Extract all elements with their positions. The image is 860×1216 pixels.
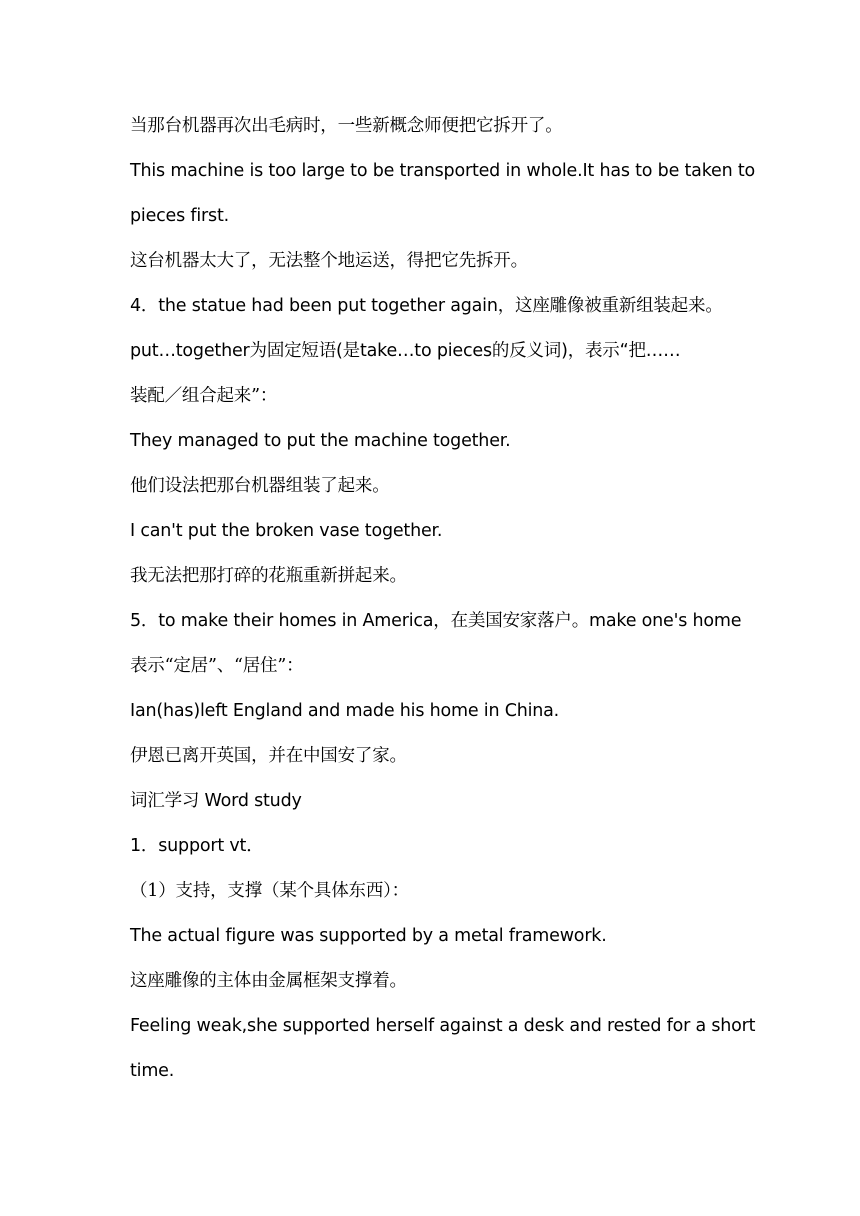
text-line-19: The actual figure was supported by a metal framework. (130, 926, 607, 946)
text-line-4: 这台机器太大了，无法整个地运送，得把它先拆开。 (130, 251, 528, 271)
text-line-1: 当那台机器再次出毛病时，一些新概念师便把它拆开了。 (130, 116, 563, 136)
text-line-3: pieces first. (130, 206, 229, 226)
text-line-21: Feeling weak,she supported herself against a desk and rested for a short (130, 1016, 756, 1036)
document-body (130, 104, 756, 1094)
text-line-15: 伊恩已离开英国，并在中国安了家。 (130, 746, 407, 766)
text-line-14: Ian(has)left England and made his home in China. (130, 701, 560, 721)
text-line-6: put…together为固定短语(是take…to pieces的反义词)，表示“把…… (130, 341, 681, 361)
text-line-10: I can't put the broken vase together. (130, 521, 443, 541)
section-heading-word-study: 词汇学习 Word study (130, 791, 302, 811)
text-line-5: 4．the statue had been put together again，这座雕像被重新组装起来。 (130, 296, 723, 316)
text-line-7: 装配／组合起来”： (130, 386, 278, 406)
text-line-20: 这座雕像的主体由金属框架支撑着。 (130, 971, 407, 991)
text-line-12: 5．to make their homes in America，在美国安家落户。make one's home (130, 611, 742, 631)
text-line-9: 他们设法把那台机器组装了起来。 (130, 476, 390, 496)
text-line-17: 1．support vt． (130, 836, 264, 856)
text-line-22: time. (130, 1061, 175, 1081)
text-line-11: 我无法把那打碎的花瓶重新拼起来。 (130, 566, 407, 586)
text-line-2: This machine is too large to be transported in whole.It has to be taken to (130, 161, 756, 181)
text-line-8: They managed to put the machine together. (130, 431, 511, 451)
text-line-13: 表示“定居”、“居住”： (130, 656, 304, 676)
text-line-18: （1）支持，支撑（某个具体东西）： (130, 881, 409, 901)
